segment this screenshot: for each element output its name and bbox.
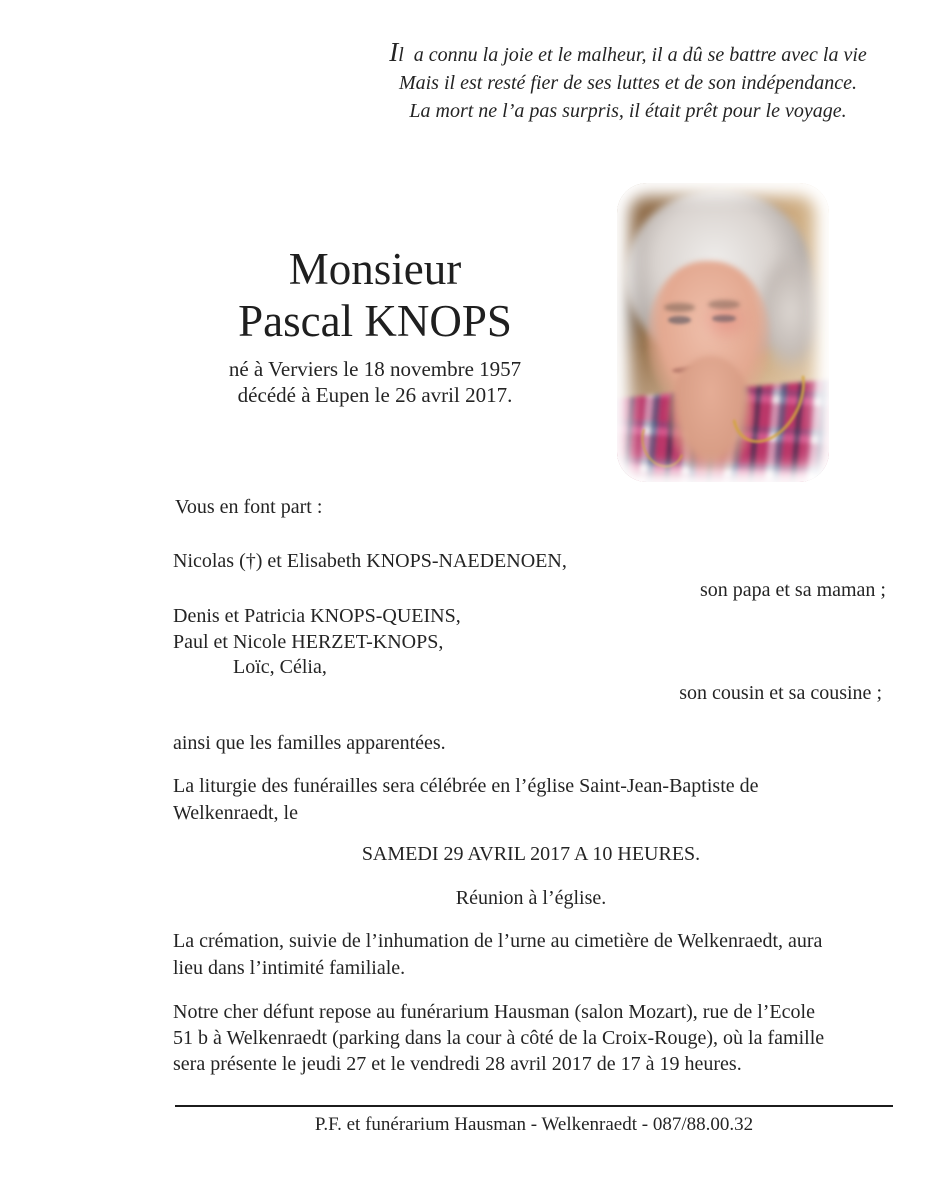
portrait-photo: [617, 183, 829, 482]
repose-paragraph: [173, 999, 889, 1077]
cousins-relation: son cousin et sa cousine ;: [679, 682, 882, 704]
repose-line-1: Notre cher défunt repose au funérarium Hausman (salon Mozart), rue de l’Ecole: [173, 1001, 815, 1023]
ceremony-date-line: SAMEDI 29 AVRIL 2017 A 10 HEURES.: [361, 843, 701, 865]
announcement-intro: Vous en font part :: [175, 496, 323, 518]
repose-line-3: sera présente le jeudi 27 et le vendredi 28 avril 2017 de 17 à 19 heures.: [173, 1053, 742, 1075]
epigraph-line-1: [368, 38, 888, 69]
family-line-paul: Paul et Nicole HERZET-KNOPS,: [173, 631, 444, 653]
cremation-line-1: La crémation, suivie de l’inhumation de l’urne au cimetière de Welkenraedt, aura: [173, 930, 823, 952]
repose-line-2: 51 b à Welkenraedt (parking dans la cour à côté de la Croix-Rouge), où la famille: [173, 1027, 825, 1049]
footer-divider: [175, 1105, 893, 1107]
meeting-line: Réunion à l’église.: [455, 887, 607, 909]
family-line-denis: Denis et Patricia KNOPS-QUEINS,: [173, 605, 461, 627]
epigraph-line-3: La mort ne l’a pas surpris, il était prêt pour le voyage.: [409, 100, 847, 122]
epigraph-line-1-text: l a connu la joie et le malheur, il a dû se battre avec la vie: [398, 44, 867, 66]
photo-feather-edge: [617, 183, 829, 482]
liturgy-paragraph: [173, 773, 889, 827]
related-families-line: ainsi que les familles apparentées.: [173, 732, 446, 754]
cremation-line-2: lieu dans l’intimité familiale.: [173, 957, 406, 979]
epigraph-drop-cap: I: [389, 37, 399, 67]
deceased-header: [140, 243, 610, 408]
liturgy-line-1: La liturgie des funérailles sera célébrée en l’église Saint-Jean-Baptiste de: [173, 775, 759, 797]
family-line-children: Loïc, Célia,: [233, 656, 327, 678]
parents-line: Nicolas (†) et Elisabeth KNOPS-NAEDENOEN,: [173, 550, 567, 572]
parents-relation: son papa et sa maman ;: [699, 579, 886, 601]
deceased-name: Pascal KNOPS: [238, 296, 512, 346]
cremation-paragraph: [173, 928, 889, 982]
birth-line: né à Verviers le 18 novembre 1957: [228, 357, 522, 381]
footer-funeral-home: P.F. et funérarium Hausman - Welkenraedt - 087/88.00.32: [314, 1114, 754, 1135]
deceased-title: Monsieur: [288, 244, 462, 294]
epigraph-line-2: Mais il est resté fier de ses luttes et de son indépendance.: [398, 72, 858, 94]
liturgy-line-2: Welkenraedt, le: [173, 802, 298, 824]
death-line: décédé à Eupen le 26 avril 2017.: [237, 383, 513, 407]
epigraph: [368, 38, 888, 125]
